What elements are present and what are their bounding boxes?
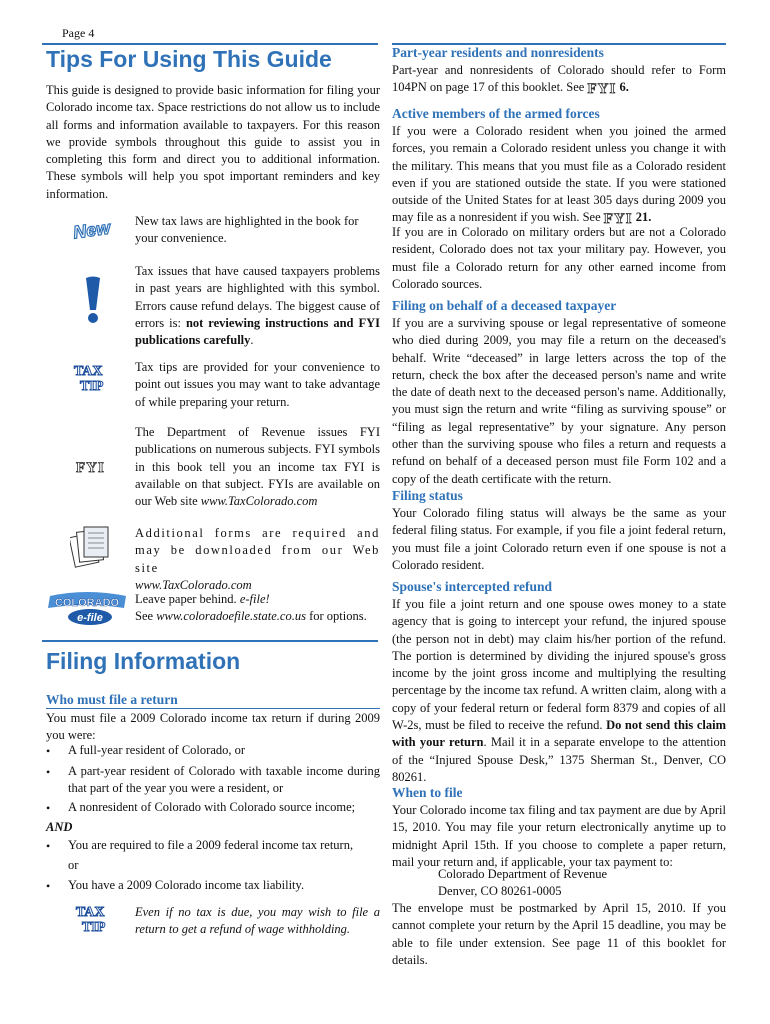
armed-heading: Active members of the armed forces (392, 106, 600, 121)
spouse-text-end: . Mail it in a separate envelope to the attention of the “Injured Spouse Desk,” 1375 Sherman St., Denver, CO 80261. (392, 735, 727, 784)
efile-text-end: for options. (309, 609, 367, 624)
header-rule-left (42, 43, 378, 45)
armed-text-main: If you were a Colorado resident when you joined the armed forces, you remain a Colorado resident unless you change it with the military. This means that you must file as a Colorado resident even if you are stationed outside the state. If you were stationed outside of the United States for at least 305 days during 2009 you may file as a nonresident if you wish. See (392, 124, 726, 225)
fyi-icon: FYI (587, 81, 617, 98)
part-year-heading: Part-year residents and nonresidents (392, 45, 604, 60)
forms-text (135, 525, 380, 594)
bullet-dot: • (46, 744, 51, 758)
part-year-text (392, 62, 726, 99)
bullet-item: You have a 2009 Colorado income tax liability. (68, 878, 305, 892)
warn-text-end: . (250, 333, 254, 348)
part-year-text-main: Part-year and nonresidents of Colorado should refer to Form 104PN on page 17 of this booklet. See (392, 63, 726, 95)
spouse-text (392, 596, 726, 786)
spouse-heading: Spouse's intercepted refund (392, 579, 553, 594)
section-rule (42, 640, 378, 642)
address-line-1: Colorado Department of Revenue (438, 867, 608, 881)
spouse-text-main: If you file a joint return and one spouse owes money to a state agency that is going to intercept your refund, the injured spouse (the person not in debt) may claim his/her portion of the refund. The portion is determined by dividing the injured spouse's gross income by the joint gross income and multiplying the resulting percentage by the income tax refund. A written claim, along with a copy of your federal return or federal form 8379 and copies of all W-2s, must be filed to receive the refund. (392, 597, 726, 733)
forms-text-main: Additional forms are required and may be downloaded from our Web site (135, 526, 380, 575)
tax-tip-icon-tip: TIP (82, 920, 106, 934)
tips-intro: This guide is designed to provide basic information for filing your Colorado income tax. Space restrictions do not allow us to include all forms and information available to taxpayers. For this reason we provide symbols throughout this guide to assist you in completing this form and direct you to additional information. These symbols will help you spot important reminders and key information. (46, 83, 380, 201)
bullet-dot: • (46, 765, 51, 779)
fyi-icon (74, 457, 108, 477)
warn-text-bold: not reviewing instructions and FYI publications carefully (135, 315, 381, 348)
bullet-dot: • (46, 879, 51, 893)
fyi-icon: FYI (603, 211, 633, 228)
tax-tip-icon-tip: TIP (80, 379, 104, 393)
bullet-item: A nonresident of Colorado with Colorado source income; (68, 800, 356, 814)
spouse-text-bold: Do not send this claim with your return (392, 718, 726, 750)
warn-text-main: Tax issues that have caused taxpayers problems in past years are highlighted with this symbol. Errors cause refund delays. (135, 264, 380, 313)
tip-note: Even if no tax is due, you may wish to file a return to get a refund of wage withholding. (135, 905, 380, 937)
fyi-text (135, 424, 380, 510)
efile-site-link[interactable]: www.coloradoefile.state.co.us (156, 609, 306, 624)
colorado-efile-logo (44, 590, 130, 626)
when-heading: When to file (392, 785, 463, 800)
filing-title: Filing Information (46, 648, 241, 674)
bullet-dot: • (46, 801, 51, 815)
tax-tip-icon-tax: TAX (76, 905, 105, 920)
efile-text (135, 591, 380, 626)
exclamation-icon (82, 276, 104, 324)
or-label: or (68, 858, 79, 872)
warn-text-lead: The biggest cause of errors is: (135, 298, 380, 330)
armed-text (392, 123, 726, 229)
bullet-item: You are required to file a 2009 federal income tax return, (68, 838, 354, 852)
warn-text (135, 263, 380, 349)
fyi-text-main: The Department of Revenue issues FYI publications on numerous subjects. FYI symbols in this book tell you an income tax FYI is available on that subject. FYIs are available on our Web site (135, 425, 380, 509)
status-heading: Filing status (392, 488, 463, 503)
page-number: Page 4 (62, 26, 95, 40)
taxtip-text: Tax tips are provided for your convenience to point out issues you may want to take advantage of while preparing your return. (135, 360, 380, 409)
efile-text-see: See (135, 609, 154, 624)
deceased-text: If you are a surviving spouse or legal representative of someone who died during 2009, you may file a return on the deceased's behalf. Write “deceased” in large letters across the top of the return, check the box after the deceased person's name and write the date of death next to the deceased person's name. Additionally, you must sign the return and write “filing as surviving spouse” or “filing as legal representative” by your signature. Any person other than the surviving spouse who files a return and requests a refund on behalf of a deceased person must file Form 102 and a copy of the death certificate with the return. (392, 316, 726, 486)
new-icon (72, 214, 112, 244)
when-text: Your Colorado income tax filing and tax payment are due by April 15, 2010. You may file your return electronically anytime up to midnight April 15th. If you choose to complete a paper return, mail your return and, if applicable, your tax payment to: (392, 803, 726, 869)
tax-tip-icon-tax: TAX (74, 364, 103, 379)
efile-text-lead: Leave paper behind. (135, 592, 237, 606)
bullet-item: A full-year resident of Colorado, or (68, 743, 246, 757)
and-label: AND (46, 820, 73, 834)
forms-stack-icon (70, 525, 110, 569)
who-heading: Who must file a return (46, 692, 380, 709)
armed-text-2: If you are in Colorado on military orders but are not a Colorado resident, Colorado does not tax your military pay. However, you must file a Colorado return for any other earned income from Colorado sources. (392, 225, 726, 291)
part-year-fyi-number: 6. (619, 80, 629, 95)
forms-site-link[interactable]: www.TaxColorado.com (135, 577, 252, 592)
when-text-2: The envelope must be postmarked by April 15, 2010. If you cannot complete your return by the April 15 deadline, you may be able to file under extension. See page 11 of this booklet for details. (392, 901, 726, 967)
deceased-heading: Filing on behalf of a deceased taxpayer (392, 298, 617, 313)
fyi-site-link[interactable]: www.TaxColorado.com (200, 494, 318, 509)
tax-tip-icon (74, 902, 110, 934)
address-line-2: Denver, CO 80261-0005 (438, 884, 562, 898)
bullet-dot: • (46, 839, 51, 853)
status-text: Your Colorado filing status will always be the same as your federal filing status. For example, if you file a joint federal return, you must file a joint Colorado return even if one spouse is not a Colorado resident. (392, 506, 726, 572)
tax-tip-icon (72, 361, 108, 393)
tips-title: Tips For Using This Guide (46, 46, 332, 72)
who-text: You must file a 2009 Colorado income tax return if during 2009 you were: (46, 711, 380, 743)
new-text: New tax laws are highlighted in the book for your convenience. (135, 214, 359, 246)
colorado-logo-text: COLORADO (54, 597, 120, 609)
bullet-item: A part-year resident of Colorado with taxable income during that part of the year you were a resident, or (68, 764, 380, 796)
efile-logo-text: e-file (77, 612, 103, 624)
new-icon-label: New (72, 217, 112, 243)
armed-fyi-number: 21. (635, 210, 652, 225)
fyi-icon-label: FYI (76, 460, 105, 476)
efile-text-ital: e-file! (239, 592, 270, 606)
